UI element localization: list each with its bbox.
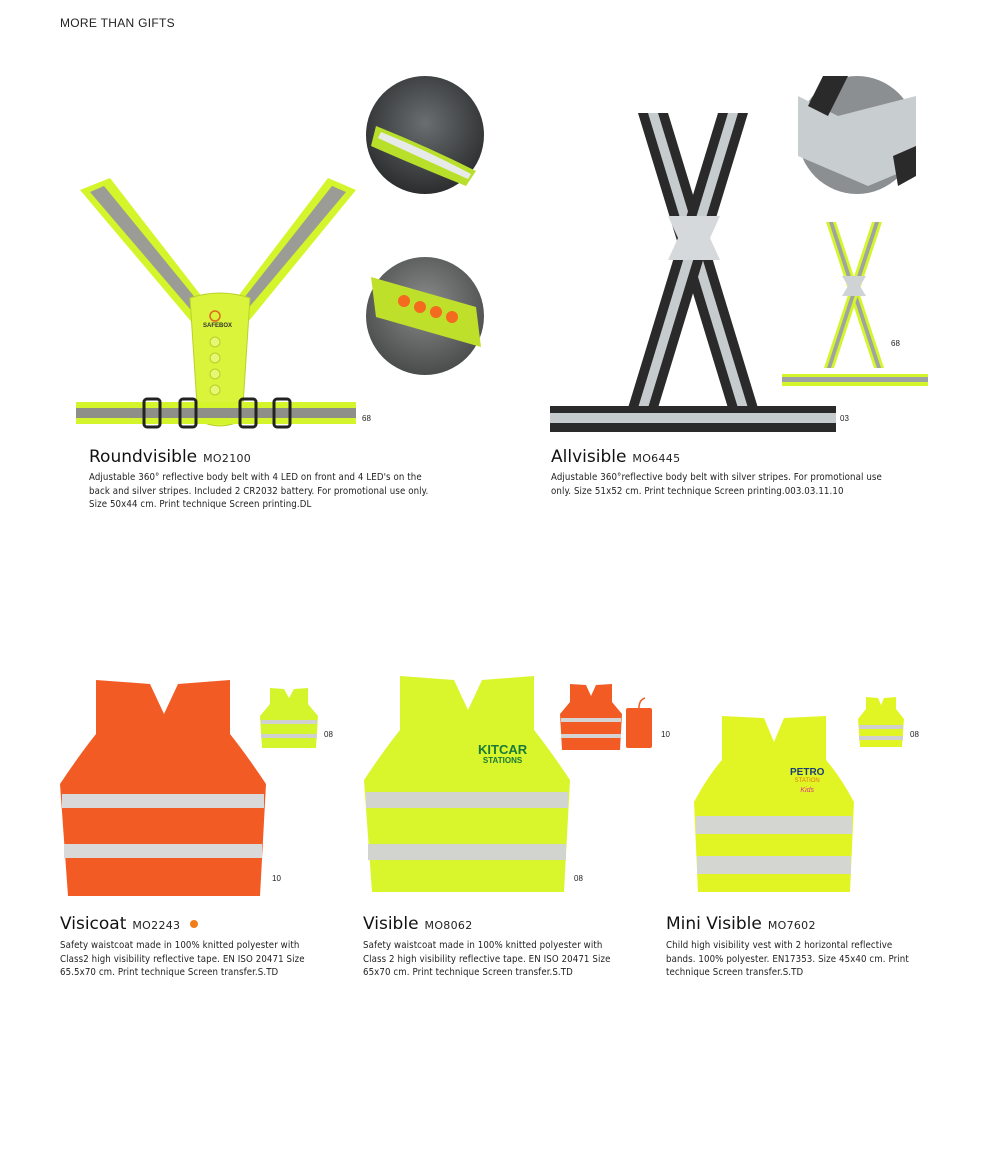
product-code: MO7602 [767, 919, 816, 932]
roundvisible-color-code: 68 [362, 414, 371, 423]
roundvisible-title [89, 447, 251, 467]
roundvisible-detail-reflective [366, 76, 484, 194]
product-code: MO2243 [132, 919, 181, 932]
mini-visible-color-code-08: 08 [910, 730, 919, 739]
roundvisible-image [70, 170, 370, 440]
mini-visible-description: Child high visibility vest with 2 horizontal reflective bands. 100% polyester. EN17353. Size 45x40 cm. Print technique Screen transfer.S.TD [666, 940, 909, 978]
visicoat-yellow-variant [260, 686, 318, 748]
roundvisible-logo: SAFEBOX [203, 323, 233, 329]
mini-visible-image [694, 712, 854, 892]
product-name: Visible [363, 914, 419, 934]
logo-line1: PETRO [790, 767, 825, 778]
visicoat-color-code-10: 10 [272, 874, 281, 883]
allvisible-description: Adjustable 360°reflective body belt with silver stripes. For promotional use only. Size 51x52 cm. Print technique Screen printing.003.03.11.10 [551, 472, 882, 497]
orange-dot-icon [190, 920, 198, 928]
logo-line3: Kids [800, 787, 815, 794]
roundvisible-detail-led [366, 257, 484, 375]
product-name: Allvisible [551, 447, 627, 467]
logo-line1: KITCAR [478, 742, 528, 757]
product-code: MO2100 [203, 452, 252, 465]
product-code: MO8062 [424, 919, 473, 932]
visicoat-image [60, 674, 266, 896]
mini-visible-title [666, 914, 816, 934]
visible-description: Safety waistcoat made in 100% knitted polyester with Class 2 high visibility reflective tape. EN ISO 20471 Size 65x70 cm. Print technique Screen transfer.S.TD [363, 940, 611, 978]
product-code: MO6445 [632, 452, 681, 465]
visicoat-description: Safety waistcoat made in 100% knitted polyester with Class2 high visibility reflective tape. EN ISO 20471 Size 65.5x70 cm. Print technique Screen transfer.S.TD [60, 940, 305, 978]
visible-orange-variant [560, 682, 660, 752]
allvisible-detail-reflective [798, 76, 916, 194]
visible-color-code-10: 10 [661, 730, 670, 739]
visible-title [363, 914, 473, 934]
product-name: Visicoat [60, 914, 127, 934]
mini-visible-variant [858, 695, 904, 747]
allvisible-yellow-variant [780, 218, 928, 390]
section-header: MORE THAN GIFTS [60, 16, 175, 30]
visicoat-color-code-08: 08 [324, 730, 333, 739]
logo-line2: STATION [794, 778, 820, 784]
visible-color-code-08: 08 [574, 874, 583, 883]
visible-image [364, 670, 570, 892]
roundvisible-description: Adjustable 360° reflective body belt with 4 LED on front and 4 LED's on the back and silver stripes. Included 2 CR2032 battery. For promotional use only. Size 50x44 cm. Print technique Screen printing.DL [89, 472, 429, 510]
visible-logo [478, 744, 527, 766]
allvisible-title [551, 447, 680, 467]
product-name: Mini Visible [666, 914, 762, 934]
visicoat-title [60, 914, 198, 934]
allvisible-color-code-03: 03 [840, 414, 849, 423]
allvisible-color-code-68: 68 [891, 339, 900, 348]
mini-visible-logo [790, 768, 824, 795]
logo-line2: STATIONS [482, 756, 523, 765]
product-name: Roundvisible [89, 447, 198, 467]
